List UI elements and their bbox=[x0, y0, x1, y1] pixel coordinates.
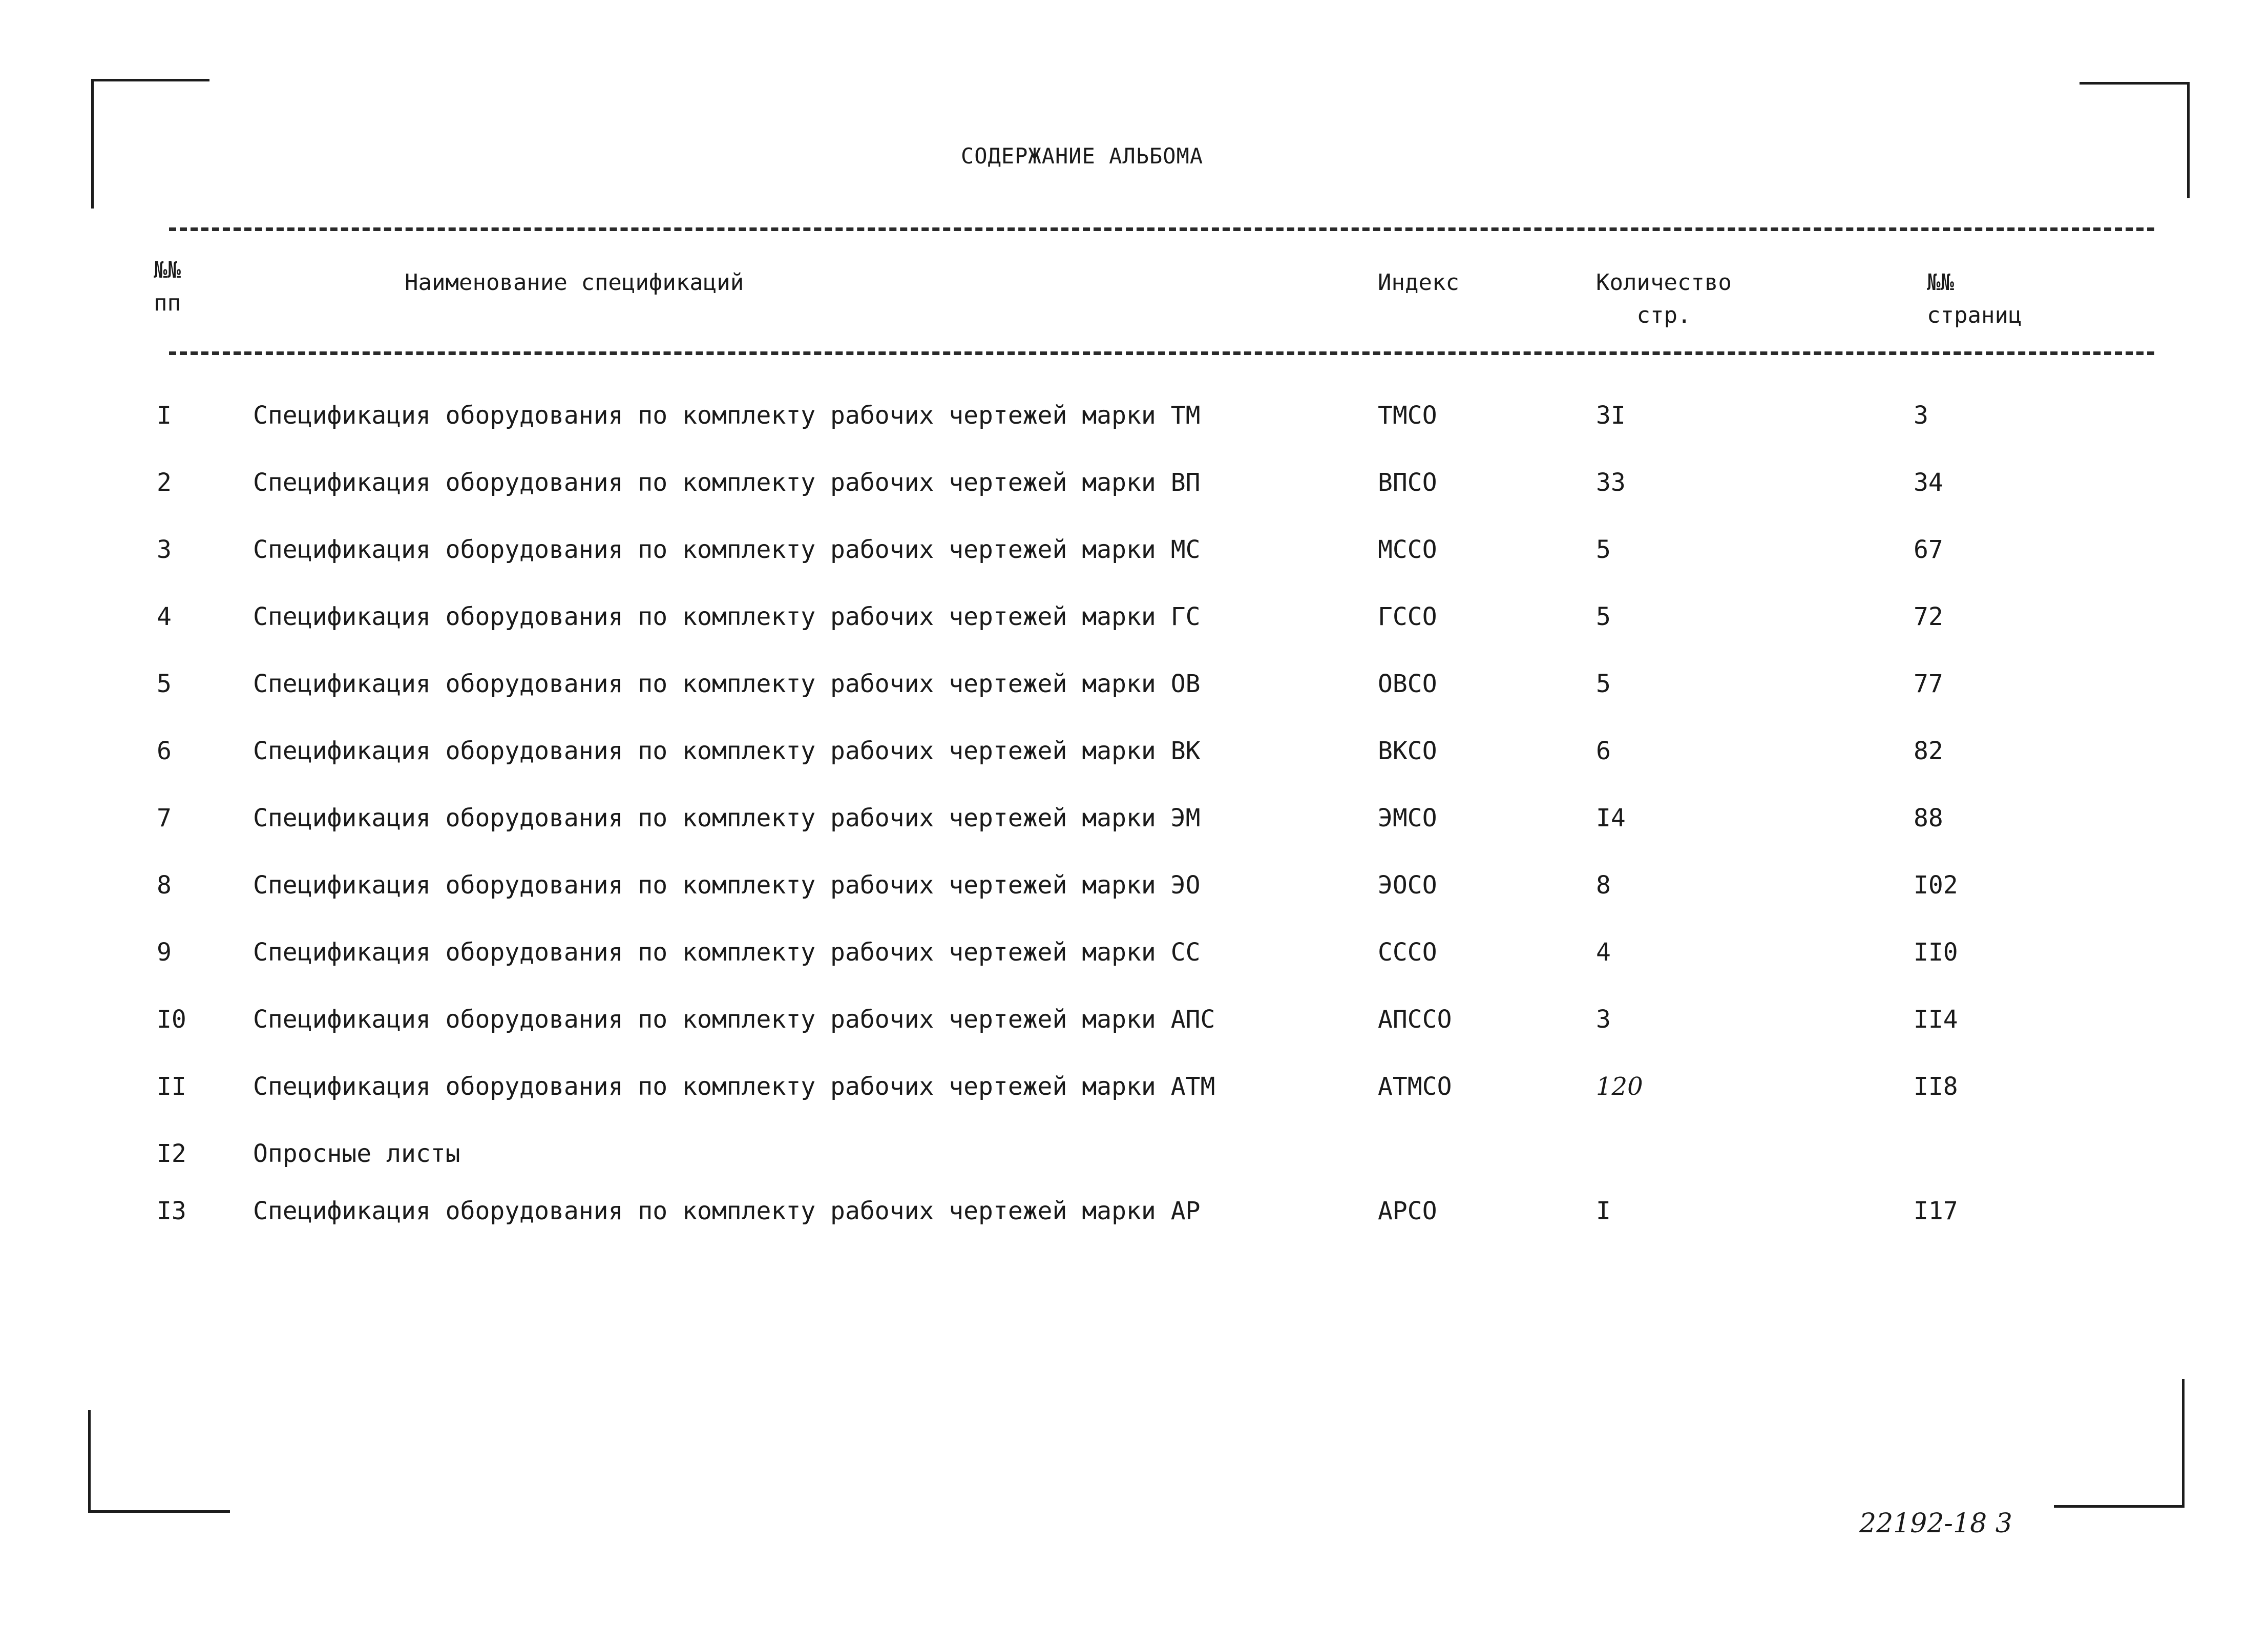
row-number: 3 bbox=[157, 535, 172, 564]
row-index: ОВСО bbox=[1378, 670, 1437, 698]
document-code: 22192-18 3 bbox=[1859, 1508, 2012, 1539]
header-pages-line1: №№ bbox=[1927, 269, 1954, 296]
row-name: Спецификация оборудования по комплекту рабочих чертежей марки ТМ bbox=[253, 401, 1201, 430]
row-page: II0 bbox=[1914, 938, 1958, 967]
row-quantity: 33 bbox=[1596, 468, 1626, 497]
row-number: 5 bbox=[157, 670, 172, 698]
table-row bbox=[0, 1071, 2268, 1138]
header-quantity bbox=[1596, 266, 1732, 332]
table-row bbox=[0, 1138, 2268, 1195]
row-page: 72 bbox=[1914, 602, 1943, 631]
row-page: 67 bbox=[1914, 535, 1943, 564]
row-quantity: 5 bbox=[1596, 602, 1611, 631]
row-name: Спецификация оборудования по комплекту рабочих чертежей марки МС bbox=[253, 535, 1201, 564]
header-index: Индекс bbox=[1378, 269, 1459, 296]
row-name: Спецификация оборудования по комплекту рабочих чертежей марки ВП bbox=[253, 468, 1201, 497]
row-name: Спецификация оборудования по комплекту рабочих чертежей марки ГС bbox=[253, 602, 1201, 631]
row-name: Спецификация оборудования по комплекту рабочих чертежей марки СС bbox=[253, 938, 1201, 967]
row-name: Спецификация оборудования по комплекту рабочих чертежей марки АПС bbox=[253, 1005, 1215, 1034]
header-number-line1: №№ bbox=[154, 257, 181, 283]
table-row bbox=[0, 936, 2268, 1004]
row-name: Спецификация оборудования по комплекту рабочих чертежей марки ЭО bbox=[253, 871, 1201, 900]
row-number: 4 bbox=[157, 602, 172, 631]
header-bottom-divider bbox=[169, 351, 2154, 355]
table-row bbox=[0, 735, 2268, 802]
row-index: АТМСО bbox=[1378, 1072, 1452, 1101]
corner-mark-bottom-right bbox=[2054, 1379, 2185, 1508]
row-index: ТМСО bbox=[1378, 401, 1437, 430]
row-quantity: 3I bbox=[1596, 401, 1626, 430]
row-page: 77 bbox=[1914, 670, 1943, 698]
row-number: I bbox=[157, 401, 172, 430]
header-number bbox=[154, 254, 181, 320]
table-row bbox=[0, 534, 2268, 601]
row-name: Спецификация оборудования по комплекту рабочих чертежей марки АТМ bbox=[253, 1072, 1215, 1101]
row-number: 9 bbox=[157, 938, 172, 967]
row-name: Спецификация оборудования по комплекту рабочих чертежей марки ОВ bbox=[253, 670, 1201, 698]
table-row bbox=[0, 869, 2268, 936]
row-index: ВПСО bbox=[1378, 468, 1437, 497]
row-index: АРСО bbox=[1378, 1197, 1437, 1225]
row-index: ВКСО bbox=[1378, 737, 1437, 765]
header-top-divider bbox=[169, 227, 2154, 231]
table-row bbox=[0, 1195, 2268, 1262]
row-number: I3 bbox=[157, 1197, 186, 1225]
table-row bbox=[0, 668, 2268, 735]
row-quantity: I4 bbox=[1596, 804, 1626, 832]
row-index: ЭОСО bbox=[1378, 871, 1437, 900]
row-page: 88 bbox=[1914, 804, 1943, 832]
header-name: Наименование спецификаций bbox=[405, 269, 744, 296]
row-index: ЭМСО bbox=[1378, 804, 1437, 832]
row-quantity: 8 bbox=[1596, 871, 1611, 900]
row-quantity: 4 bbox=[1596, 938, 1611, 967]
row-page: II4 bbox=[1914, 1005, 1958, 1034]
contents-table bbox=[0, 400, 2268, 1262]
row-name: Спецификация оборудования по комплекту рабочих чертежей марки АР bbox=[253, 1197, 1201, 1225]
row-name: Спецификация оборудования по комплекту рабочих чертежей марки ЭМ bbox=[253, 804, 1201, 832]
row-page: I02 bbox=[1914, 871, 1958, 900]
page-title: СОДЕРЖАНИЕ АЛЬБОМА bbox=[961, 143, 1204, 169]
row-number: 7 bbox=[157, 804, 172, 832]
corner-mark-top-right bbox=[2080, 82, 2190, 198]
row-number: I2 bbox=[157, 1139, 186, 1168]
row-number: II bbox=[157, 1072, 186, 1101]
row-quantity: 6 bbox=[1596, 737, 1611, 765]
row-index: ГССО bbox=[1378, 602, 1437, 631]
row-index: МССО bbox=[1378, 535, 1437, 564]
row-number: 2 bbox=[157, 468, 172, 497]
corner-mark-top-left bbox=[91, 79, 209, 209]
row-number: 8 bbox=[157, 871, 172, 900]
row-quantity: 3 bbox=[1596, 1005, 1611, 1034]
row-index: СССО bbox=[1378, 938, 1437, 967]
row-page: 3 bbox=[1914, 401, 1928, 430]
row-page: II8 bbox=[1914, 1072, 1958, 1101]
row-number: 6 bbox=[157, 737, 172, 765]
table-row bbox=[0, 467, 2268, 534]
row-page: 82 bbox=[1914, 737, 1943, 765]
header-number-line2: пп bbox=[154, 290, 181, 316]
corner-mark-bottom-left bbox=[88, 1410, 230, 1513]
header-pages bbox=[1927, 266, 2022, 332]
table-row bbox=[0, 400, 2268, 467]
row-page: I17 bbox=[1914, 1197, 1958, 1225]
row-quantity: I bbox=[1596, 1197, 1611, 1225]
row-number: I0 bbox=[157, 1005, 186, 1034]
header-pages-line2: страниц bbox=[1927, 302, 2022, 328]
table-row bbox=[0, 802, 2268, 869]
table-row bbox=[0, 1004, 2268, 1071]
row-quantity: 5 bbox=[1596, 670, 1611, 698]
row-name: Спецификация оборудования по комплекту рабочих чертежей марки ВК bbox=[253, 737, 1201, 765]
table-row bbox=[0, 601, 2268, 668]
row-quantity: 5 bbox=[1596, 535, 1611, 564]
row-name: Опросные листы bbox=[253, 1139, 460, 1168]
row-page: 34 bbox=[1914, 468, 1943, 497]
header-quantity-line1: Количество bbox=[1596, 269, 1732, 296]
header-quantity-line2: стр. bbox=[1636, 302, 1691, 328]
row-index: АПССО bbox=[1378, 1005, 1452, 1034]
row-quantity: 120 bbox=[1596, 1072, 1643, 1101]
